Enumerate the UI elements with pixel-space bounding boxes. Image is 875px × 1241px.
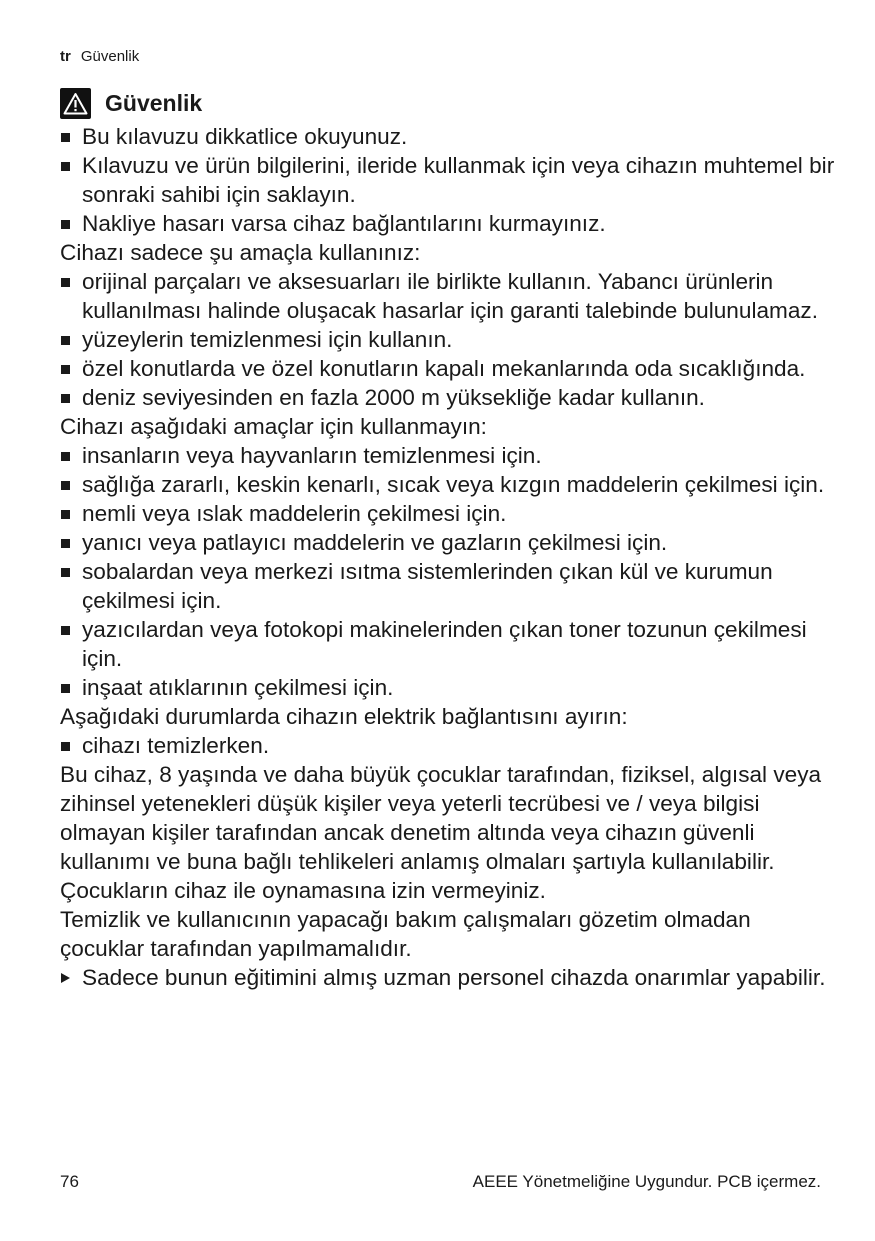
bullet-square-icon: [61, 133, 70, 142]
list-item: [60, 122, 840, 151]
disconnect-intro: Aşağıdaki durumlarda cihazın elektrik bağlantısını ayırın:: [60, 704, 628, 729]
cleaning-supervision-paragraph: Temizlik ve kullanıcının yapacağı bakım çalışmaları gözetim olmadan çocuklar tarafından yapılmamalıdır.: [60, 907, 751, 961]
bullet-square-icon: [61, 220, 70, 229]
list-item: [60, 731, 840, 760]
list-item-text: deniz seviyesinden en fazla 2000 m yüksekliğe kadar kullanın.: [82, 385, 705, 410]
list-item: [60, 354, 840, 383]
safety-section: [60, 86, 840, 992]
bullet-square-icon: [61, 510, 70, 519]
list-item: [60, 615, 840, 673]
action-arrow-icon: [61, 973, 70, 983]
list-item: [60, 267, 840, 325]
prohibited-use-intro: Cihazı aşağıdaki amaçlar için kullanmayın:: [60, 414, 487, 439]
repair-instruction: [60, 963, 840, 992]
bullet-square-icon: [61, 742, 70, 751]
list-item-text: yazıcılardan veya fotokopi makinelerinden çıkan toner tozunun çekilmesi için.: [82, 617, 807, 671]
list-item-text: nemli veya ıslak maddelerin çekilmesi için.: [82, 501, 507, 526]
list-item: [60, 673, 840, 702]
bullet-square-icon: [61, 684, 70, 693]
compliance-note: AEEE Yönetmeliğine Uygundur. PCB içermez.: [472, 1172, 821, 1191]
list-item: [60, 325, 840, 354]
list-item-text: cihazı temizlerken.: [82, 733, 270, 758]
prohibited-use-list: [60, 441, 840, 702]
bullet-square-icon: [61, 481, 70, 490]
list-item-text: özel konutlarda ve özel konutların kapalı mekanlarında oda sıcaklığında.: [82, 356, 806, 381]
bullet-square-icon: [61, 539, 70, 548]
bullet-square-icon: [61, 568, 70, 577]
bullet-square-icon: [61, 626, 70, 635]
children-usage-paragraph: Bu cihaz, 8 yaşında ve daha büyük çocuklar tarafından, fiziksel, algısal veya zihinsel yetenekleri düşük kişiler veya yeterli tecrübesi ve / veya bilgisi olmayan kişiler tarafından ancak denetim altında veya cihazın güvenli kullanımı ve buna bağlı tehlikeleri anlamış olmaları şartıyla kullanılabilir.: [60, 762, 822, 874]
list-item-text: sobalardan veya merkezi ısıtma sistemlerinden çıkan kül ve kurumun çekilmesi için.: [82, 559, 773, 613]
language-code: tr: [60, 48, 71, 65]
list-item: [60, 470, 840, 499]
list-item-text: Bu kılavuzu dikkatlice okuyunuz.: [82, 124, 408, 149]
general-instructions-list: [60, 122, 840, 238]
bullet-square-icon: [61, 365, 70, 374]
intended-use-list: [60, 267, 840, 412]
list-item: [60, 557, 840, 615]
warning-triangle-icon: [60, 88, 91, 119]
section-heading: [60, 86, 840, 120]
list-item-text: Nakliye hasarı varsa cihaz bağlantılarını kurmayınız.: [82, 211, 606, 236]
disconnect-list: [60, 731, 840, 760]
list-item-text: insanların veya hayvanların temizlenmesi için.: [82, 443, 542, 468]
list-item: [60, 441, 840, 470]
bullet-square-icon: [61, 162, 70, 171]
repair-instruction-text: Sadece bunun eğitimini almış uzman personel cihazda onarımlar yapabilir.: [82, 965, 826, 990]
list-item: [60, 383, 840, 412]
section-name: Güvenlik: [80, 48, 140, 65]
bullet-square-icon: [61, 394, 70, 403]
children-play-paragraph: Çocukların cihaz ile oynamasına izin vermeyiniz.: [60, 878, 546, 903]
page-number: 76: [60, 1172, 79, 1191]
list-item: [60, 499, 840, 528]
list-item-text: inşaat atıklarının çekilmesi için.: [82, 675, 394, 700]
running-header: [60, 48, 139, 66]
bullet-square-icon: [61, 278, 70, 287]
list-item-text: yanıcı veya patlayıcı maddelerin ve gazların çekilmesi için.: [82, 530, 668, 555]
bullet-square-icon: [61, 336, 70, 345]
list-item-text: Kılavuzu ve ürün bilgilerini, ileride kullanmak için veya cihazın muhtemel bir sonraki sahibi için saklayın.: [82, 153, 835, 207]
bullet-square-icon: [61, 452, 70, 461]
list-item-text: sağlığa zararlı, keskin kenarlı, sıcak veya kızgın maddelerin çekilmesi için.: [82, 472, 825, 497]
intended-use-intro: Cihazı sadece şu amaçla kullanınız:: [60, 240, 421, 265]
list-item: [60, 151, 840, 209]
list-item-text: yüzeylerin temizlenmesi için kullanın.: [82, 327, 453, 352]
list-item: [60, 528, 840, 557]
list-item: [60, 209, 840, 238]
section-title: Güvenlik: [105, 89, 203, 116]
list-item-text: orijinal parçaları ve aksesuarları ile birlikte kullanın. Yabancı ürünlerin kullanılması halinde oluşacak hasarlar için garanti talebinde bulunulamaz.: [82, 269, 818, 323]
